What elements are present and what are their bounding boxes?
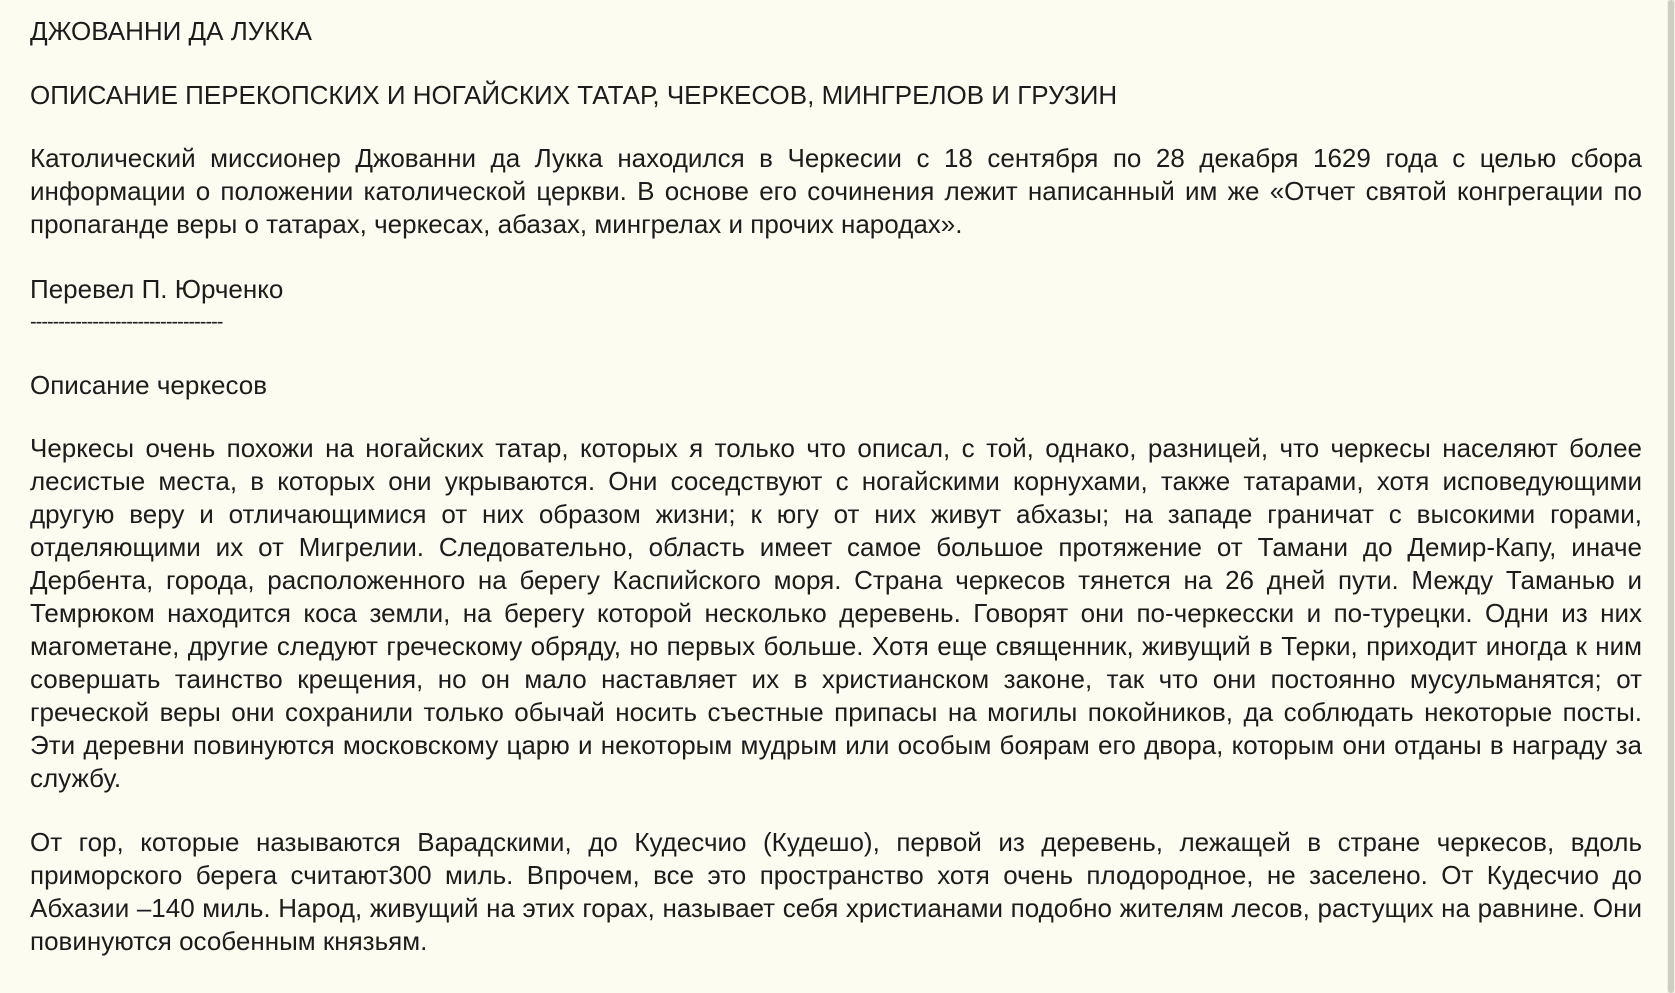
separator-line: ---------------------------------- (30, 311, 223, 333)
intro-paragraph: Католический миссионер Джованни да Лукка находился в Черкесии с 18 сентября по 28 декабря 1629 года с целью сбора информации о положении католической церкви. В основе его сочинения лежит написанный им же «Отчет святой конгрегации по пропаганде веры о татарах, черкесах, абазах, мингрелах и прочих народах». (30, 143, 1642, 239)
translator-credit: Перевел П. Юрченко (30, 274, 284, 304)
document-page (30, 14, 1642, 958)
body-paragraph: Черкесы очень похожи на ногайских татар, которых я только что описал, с той, однако, разницей, что черкесы населяют более лесистые места, в которых они укрываются. Они соседствуют с ногайскими корнухами, также татарами, хотя исповедующими другую веру и отличающимися от них образом жизни; к югу от них живут абхазы; на западе граничат с высокими горами, отделяющими их от Мигрелии. Следовательно, область имеет самое большое протяжение от Тамани до Демир-Капу, иначе Дербента, города, расположенного на берегу Каспийского моря. Страна черкесов тянется на 26 дней пути. Между Таманью и Темрюком находится коса земли, на берегу которой несколько деревень. Говорят они по-черкесски и по-турецки. Одни из них магометане, другие следуют греческому обряду, но первых больше. Хотя еще священник, живущий в Терки, приходит иногда к ним совершать таинство крещения, но он мало наставляет их в христианском законе, так что они постоянно мусульманятся; от греческой веры они сохранили только обычай носить съестные припасы на могилы покойников, да соблюдать некоторые посты. Эти деревни повинуются московскому царю и некоторым мудрым или особым боярам его двора, которым они отданы в награду за службу. (30, 433, 1642, 793)
body-paragraph: От гор, которые называются Варадскими, до Кудесчио (Кудешо), первой из деревень, лежащей в стране черкесов, вдоль приморского берега считают300 миль. Впрочем, все это пространство хотя очень плодородное, не заселено. От Кудесчио до Абхазии –140 миль. Народ, живущий на этих горах, называет себя христианами подобно жителям лесов, растущих на равнине. Они повинуются особенным князьям. (30, 827, 1642, 956)
section-title: Описание черкесов (30, 370, 268, 400)
document-title: ОПИСАНИЕ ПЕРЕКОПСКИХ И НОГАЙСКИХ ТАТАР, ЧЕРКЕСОВ, МИНГРЕЛОВ И ГРУЗИН (30, 80, 1118, 110)
scrollbar-thumb[interactable] (1668, 0, 1674, 993)
author-heading: ДЖОВАННИ ДА ЛУККА (30, 16, 312, 46)
vertical-scrollbar[interactable] (1667, 0, 1675, 993)
